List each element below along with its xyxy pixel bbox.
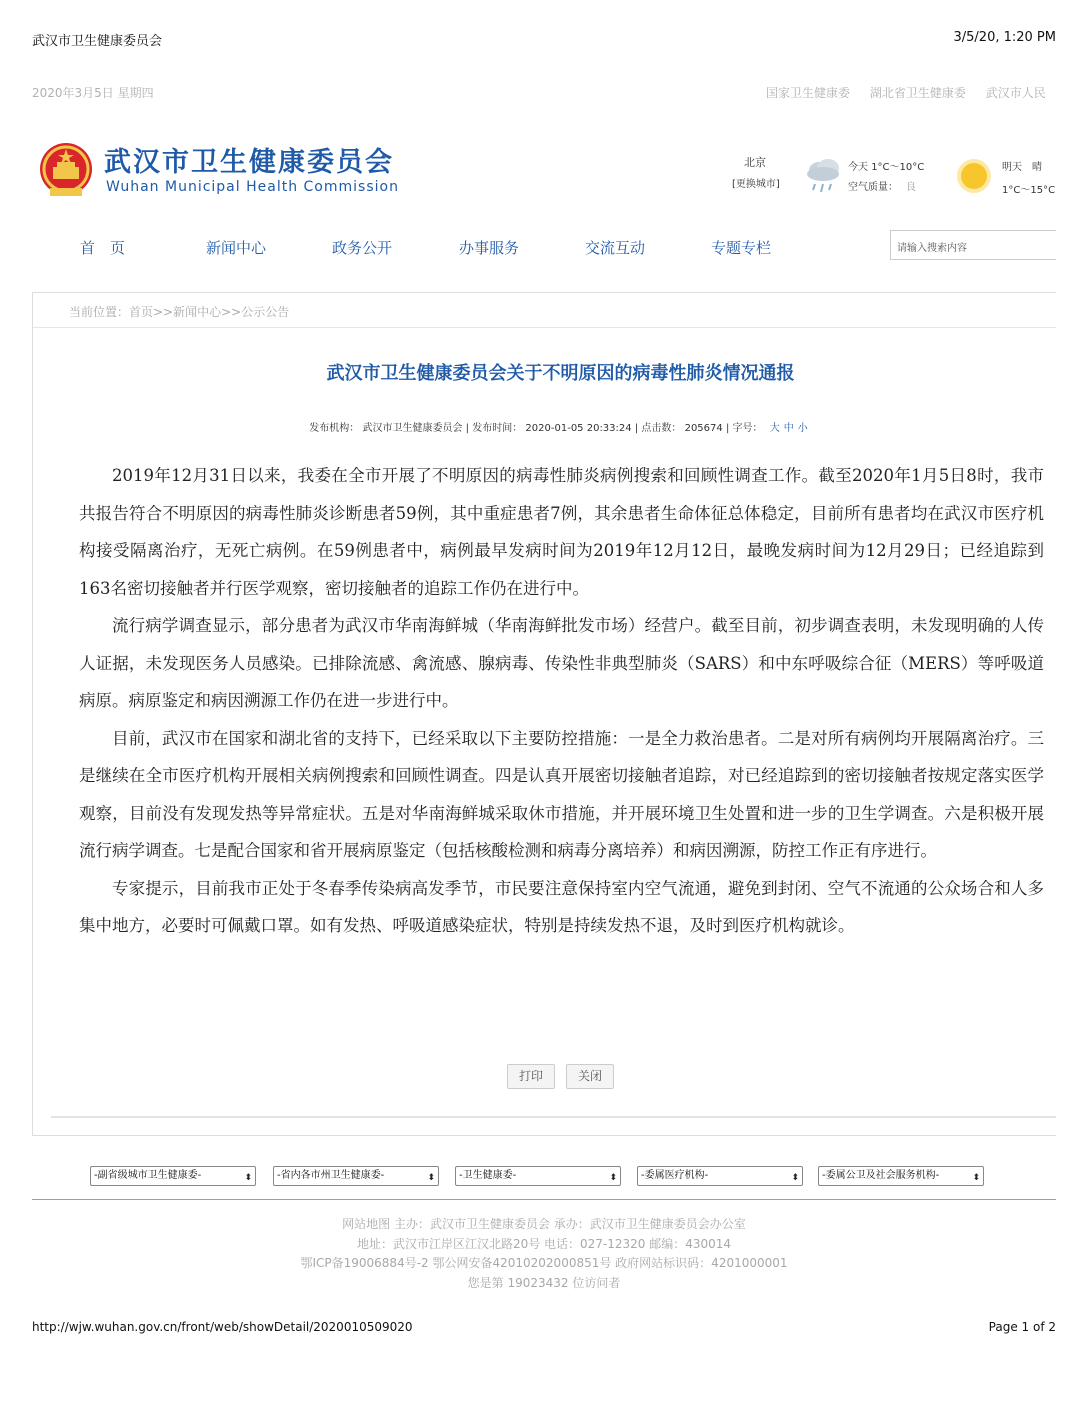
print-datetime: 3/5/20, 1:20 PM	[953, 30, 1056, 45]
top-link-national[interactable]: 国家卫生健康委	[766, 86, 851, 100]
weather-tomorrow-condition: 晴	[1032, 162, 1042, 173]
weather-today	[848, 158, 924, 173]
footer-sponsor: 网站地图 主办：武汉市卫生健康委员会 承办：武汉市卫生健康委员会办公室	[342, 1217, 746, 1231]
font-size-small[interactable]: 小	[797, 423, 808, 434]
meta-clicks: 205674	[684, 423, 723, 434]
top-link-hubei[interactable]: 湖北省卫生健康委	[869, 86, 966, 100]
close-button[interactable]: 关闭	[566, 1064, 614, 1089]
print-button[interactable]: 打印	[507, 1064, 555, 1089]
print-footer	[32, 1320, 1056, 1338]
weather-widget	[720, 150, 1056, 206]
meta-separator: |	[725, 423, 733, 434]
select-arrows-icon: ⬍	[972, 1173, 980, 1183]
article-paragraph: 流行病学调查显示，部分患者为武汉市华南海鲜城（华南海鲜批发市场）经营户。截至目前，初步调查表明，未发现明确的人传人证据，未发现医务人员感染。已排除流感、禽流感、腺病毒、传染性非典型肺炎（SARS）和中东呼吸综合征（MERS）等呼吸道病原。病原鉴定和病因溯源工作仍在进一步进行中。	[79, 616, 1044, 710]
print-url: http://wjw.wuhan.gov.cn/front/web/showDetail/2020010509020	[32, 1320, 413, 1334]
meta-time: 2020-01-05 20:33:24	[525, 423, 632, 434]
nav-news-center[interactable]: 新闻中心	[206, 239, 267, 257]
select-arrows-icon: ⬍	[609, 1173, 617, 1183]
air-quality	[848, 178, 916, 193]
select-arrows-icon: ⬍	[791, 1173, 799, 1183]
nav-special-topics[interactable]: 专题专栏	[711, 239, 772, 257]
print-page-number: Page 1 of 2	[988, 1320, 1056, 1334]
select-label: -委属医疗机构-	[641, 1170, 709, 1181]
meta-time-label: 发布时间：	[472, 423, 523, 434]
font-size-large[interactable]: 大	[769, 423, 780, 434]
select-medical-institutions[interactable]	[637, 1166, 803, 1186]
select-label: -副省级城市卫生健康委-	[94, 1170, 202, 1181]
site-logo[interactable]	[38, 138, 418, 204]
related-links-selects	[90, 1166, 990, 1186]
weather-tomorrow-temp: 1°C～15°C	[1002, 185, 1056, 196]
article-bottom-divider	[51, 1116, 1056, 1118]
footer-divider	[32, 1199, 1056, 1200]
select-label: -省内各市州卫生健康委-	[277, 1170, 385, 1181]
print-header	[32, 30, 1056, 50]
article-actions	[33, 1064, 1056, 1089]
air-quality-value: 良	[906, 182, 916, 193]
print-page-title: 武汉市卫生健康委员会	[32, 34, 163, 49]
change-city-link[interactable]: [更换城市]	[732, 179, 780, 190]
article-container	[32, 292, 1056, 1136]
main-nav	[32, 234, 1056, 262]
weather-tomorrow-label: 明天	[1002, 162, 1022, 173]
nav-services[interactable]: 办事服务	[459, 239, 520, 257]
meta-separator: |	[465, 423, 473, 434]
article-paragraph: 专家提示，目前我市正处于冬春季传染病高发季节，市民要注意保持室内空气流通，避免到封闭、空气不流通的公众场合和人多集中地方，必要时可佩戴口罩。如有发热、呼吸道感染症状，特别是持续发热不退，及时到医疗机构就诊。	[79, 878, 1044, 935]
article-meta	[33, 419, 1056, 434]
weather-city: 北京	[744, 156, 766, 169]
site-name-en: Wuhan Municipal Health Commission	[106, 179, 399, 195]
meta-publisher-label: 发布机构：	[309, 423, 360, 434]
select-label: -卫生健康委-	[459, 1170, 517, 1181]
top-links	[766, 84, 1056, 101]
meta-publisher: 武汉市卫生健康委员会	[362, 423, 463, 434]
nav-interaction[interactable]: 交流互动	[585, 239, 646, 257]
select-public-health-institutions[interactable]	[818, 1166, 984, 1186]
rain-cloud-icon	[803, 154, 843, 196]
article-body	[79, 457, 1044, 945]
national-emblem-icon	[38, 140, 94, 200]
footer-address: 地址：武汉市江岸区江汉北路20号 电话：027-12320 邮编：430014	[356, 1236, 732, 1251]
select-arrows-icon: ⬍	[427, 1173, 435, 1183]
select-provincial-cities-health[interactable]	[273, 1166, 439, 1186]
weather-today-label: 今天	[848, 162, 868, 173]
air-quality-label: 空气质量：	[848, 182, 898, 193]
top-bar	[32, 84, 1056, 102]
select-arrows-icon: ⬍	[244, 1173, 252, 1183]
font-size-medium[interactable]: 中	[783, 423, 794, 434]
breadcrumb-divider	[33, 327, 1056, 328]
footer-registration: 鄂ICP备19006884号-2 鄂公网安备42010202000851号 政府网站标识码：4201000001	[300, 1256, 788, 1270]
site-name-cn: 武汉市卫生健康委员会	[104, 147, 394, 178]
breadcrumb: 当前位置：首页>>新闻中心>>公示公告	[69, 305, 290, 319]
site-footer	[32, 1215, 1056, 1293]
select-label: -委属公卫及社会服务机构-	[822, 1170, 940, 1181]
article-title: 武汉市卫生健康委员会关于不明原因的病毒性肺炎情况通报	[326, 363, 795, 384]
footer-visitor-count: 您是第 19023432 位访问者	[467, 1275, 621, 1290]
current-date: 2020年3月5日 星期四	[32, 86, 154, 100]
weather-tomorrow	[1002, 158, 1042, 173]
meta-clicks-label: 点击数：	[641, 423, 682, 434]
article-paragraph: 2019年12月31日以来，我委在全市开展了不明原因的病毒性肺炎病例搜索和回顾性调查工作。截至2020年1月5日8时，我市共报告符合不明原因的病毒性肺炎诊断患者59例，其中重症患者7例，其余患者生命体征总体稳定，目前所有患者均在武汉市医疗机构接受隔离治疗，无死亡病例。在59例患者中，病例最早发病时间为2019年12月12日，最晚发病时间为12月29日；已经追踪到163名密切接触者并行医学观察，密切接触者的追踪工作仍在进行中。	[79, 466, 1044, 598]
meta-font-label: 字号：	[732, 423, 763, 434]
sun-icon	[954, 156, 994, 196]
article-paragraph: 目前，武汉市在国家和湖北省的支持下，已经采取以下主要防控措施：一是全力救治患者。二是对所有病例均开展隔离治疗。三是继续在全市医疗机构开展相关病例搜索和回顾性调查。四是认真开展密切接触者追踪，对已经追踪到的密切接触者按规定落实医学观察，目前没有发现发热等异常症状。五是对华南海鲜城采取休市措施，并开展环境卫生处置和进一步的卫生学调查。六是积极开展流行病学调查。七是配合国家和省开展病原鉴定（包括核酸检测和病毒分离培养）和病因溯源，防控工作正有序进行。	[79, 728, 1044, 860]
nav-home[interactable]: 首 页	[80, 239, 126, 257]
select-health-commission[interactable]	[455, 1166, 621, 1186]
select-sub-provincial-health[interactable]	[90, 1166, 256, 1186]
search-input[interactable]: 请输入搜索内容	[890, 230, 1056, 260]
top-link-wuhan[interactable]: 武汉市人民	[985, 86, 1046, 100]
meta-separator: |	[634, 423, 642, 434]
weather-today-temp: 1°C～10°C	[871, 162, 925, 173]
nav-gov-affairs[interactable]: 政务公开	[332, 239, 393, 257]
